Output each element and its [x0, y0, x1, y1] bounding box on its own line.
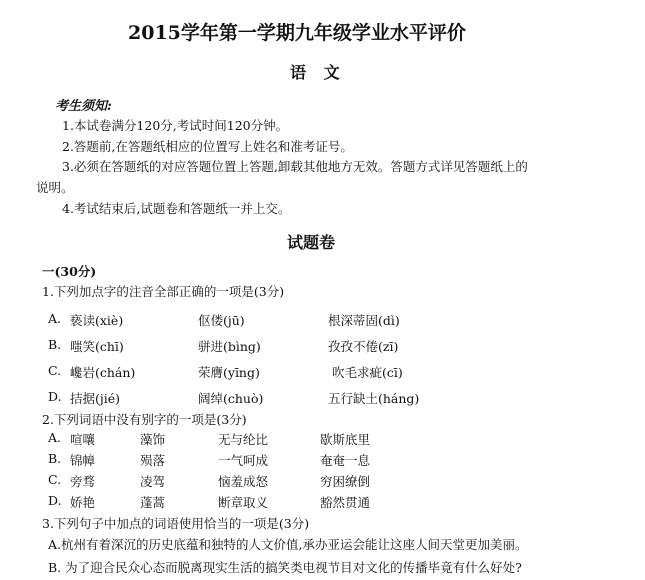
option-item: 蓬蒿: [140, 495, 166, 510]
option-letter: C.: [48, 363, 62, 378]
option-item: 无与纶比: [218, 432, 269, 447]
option-item: 藻饰: [140, 432, 166, 447]
question-stem: 2.下列词语中没有别字的一项是(3分): [42, 412, 247, 427]
option-item: 旁骛: [70, 474, 96, 489]
option-letter: C.: [48, 472, 62, 487]
option-item: 荣膺(yīng): [198, 365, 260, 380]
option-item: 凌驾: [140, 474, 166, 489]
option-item: 豁然贯通: [320, 495, 371, 510]
option-letter: A.: [48, 311, 62, 326]
option-item: 嗤笑(chī): [70, 339, 124, 354]
subject-title: 语 文: [290, 63, 346, 82]
option-item: 亵读(xiè): [70, 313, 124, 328]
notice-item-continuation: 说明。: [36, 180, 74, 195]
notice-item: 3.必须在答题纸的对应答题位置上答题,卸载其他地方无效。答题方式详见答题纸上的: [62, 159, 528, 174]
exam-title: 2015学年第一学期九年级学业水平评价: [128, 22, 466, 44]
option-item: 吹毛求疵(cī): [332, 365, 403, 380]
option-letter: D.: [48, 493, 62, 508]
option-item: 一气呵成: [218, 453, 269, 468]
option-item: 断章取义: [218, 495, 269, 510]
option-item: 娇艳: [70, 495, 96, 510]
notice-item: 2.答题前,在答题纸相应的位置写上姓名和准考证号。: [62, 139, 353, 154]
option-item: 五行缺土(háng): [328, 391, 420, 406]
part-heading: 一(30分): [42, 264, 97, 279]
option-sentence: A.杭州有着深沉的历史底蕴和独特的人文价值,承办亚运会能让这座人间天堂更加美丽。: [48, 537, 528, 552]
option-item: 穷困缭倒: [320, 474, 371, 489]
option-item: 锦幛: [70, 453, 96, 468]
question-stem: 1.下列加点字的注音全部正确的一项是(3分): [42, 284, 285, 299]
option-item: 孜孜不倦(zī): [328, 339, 399, 354]
option-item: 歇斯底里: [320, 432, 371, 447]
option-item: 骈进(bìng): [198, 339, 261, 354]
notice-item: 1.本试卷满分120分,考试时间120分钟。: [62, 118, 289, 133]
option-item: 殒落: [140, 453, 166, 468]
option-letter: D.: [48, 389, 62, 404]
question-stem: 3.下列句子中加点的词语使用恰当的一项是(3分): [42, 516, 310, 531]
option-item: 阔绰(chuò): [198, 391, 264, 406]
notice-item: 4.考试结束后,试题卷和答题纸一并上交。: [62, 201, 291, 216]
option-item: 根深蒂固(dì): [328, 313, 400, 328]
option-sentence: B. 为了迎合民众心态而脱离现实生活的搞笑类电视节目对文化的传播毕竟有什么好处?: [48, 560, 522, 575]
option-item: 恼羞成怒: [218, 474, 269, 489]
option-item: 伛偻(jū): [198, 313, 245, 328]
option-item: 拮据(jié): [70, 391, 121, 406]
option-letter: B.: [48, 337, 62, 352]
option-item: 巉岩(chán): [70, 365, 136, 380]
option-letter: B.: [48, 451, 62, 466]
section-title: 试题卷: [287, 233, 336, 252]
option-item: 喧嚷: [70, 432, 96, 447]
notice-heading: 考生须知:: [55, 99, 112, 114]
option-item: 奄奄一息: [320, 453, 371, 468]
option-letter: A.: [48, 430, 62, 445]
